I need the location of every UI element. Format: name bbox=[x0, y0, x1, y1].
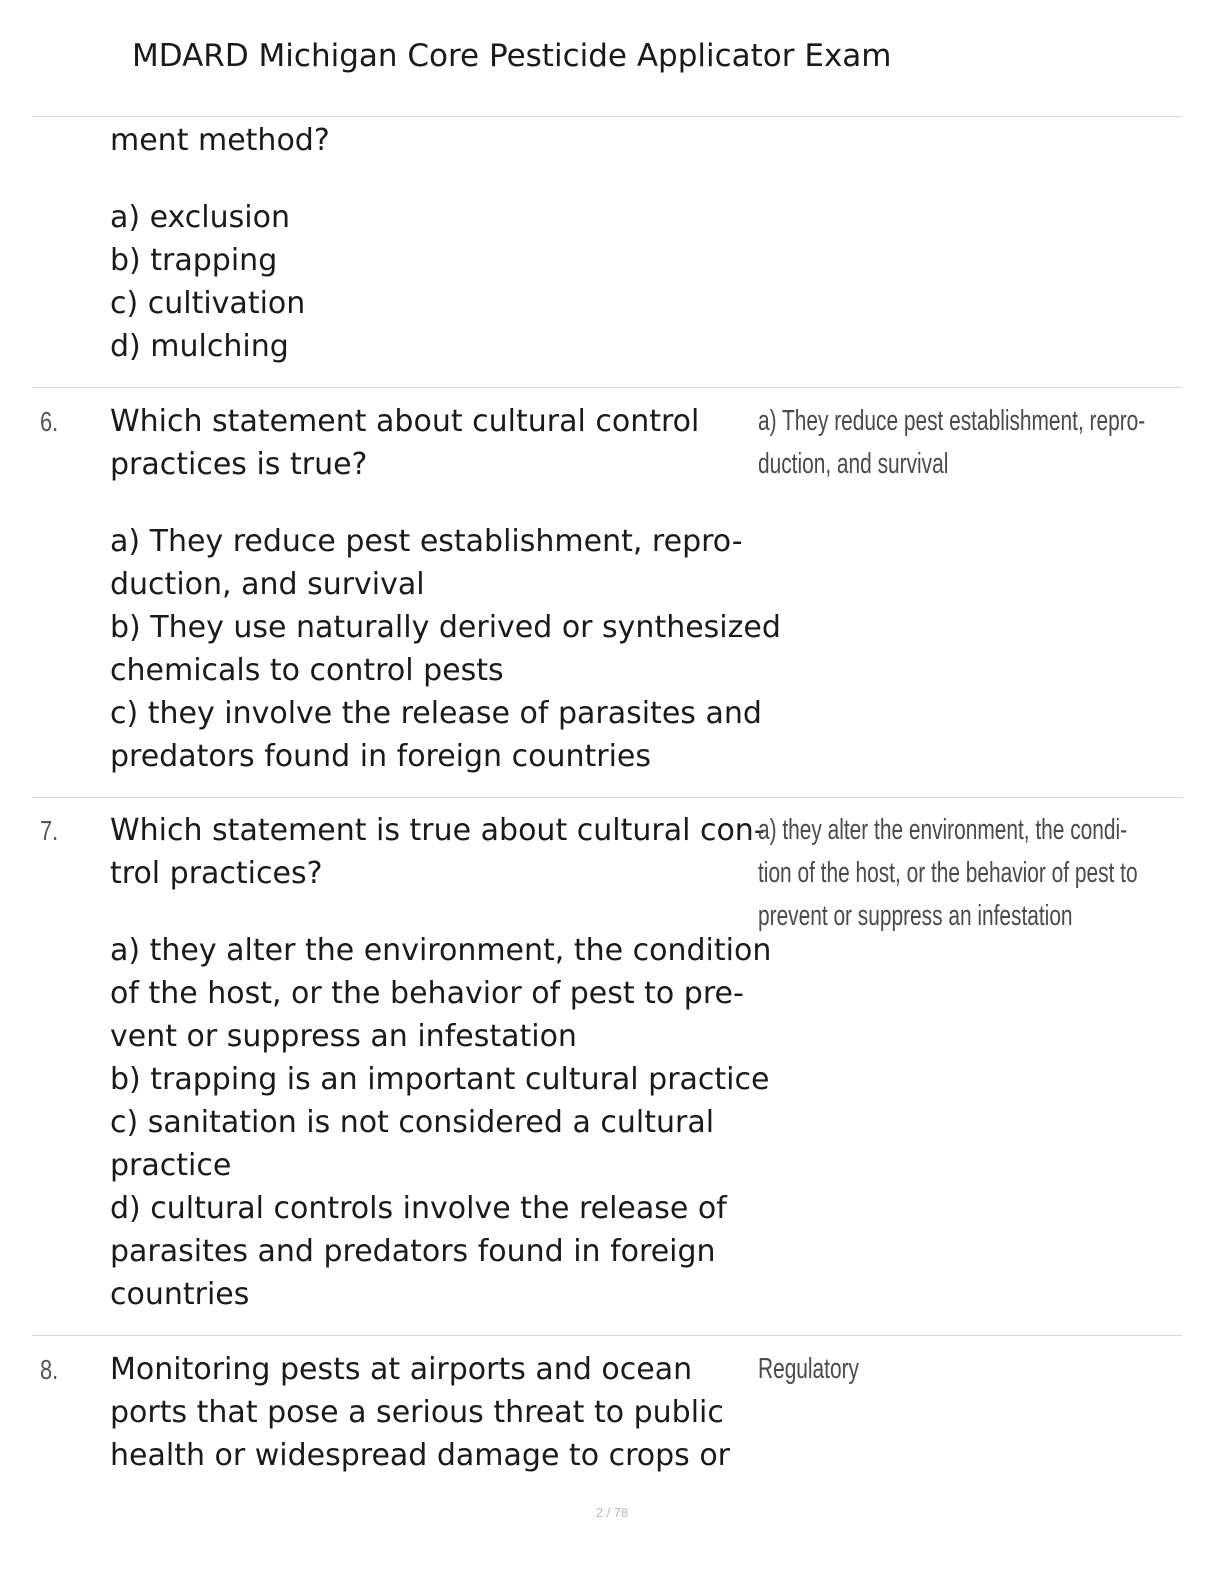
option-line: practice bbox=[110, 1148, 232, 1183]
option-line: a) they alter the environment, the condition bbox=[110, 933, 772, 968]
option-line: c) they involve the release of parasites and bbox=[110, 696, 762, 731]
divider bbox=[32, 1335, 1182, 1336]
option-line: c) cultivation bbox=[110, 286, 306, 321]
answer bbox=[758, 400, 1145, 486]
option-line: parasites and predators found in foreign bbox=[110, 1234, 716, 1269]
answer-line: duction, and survival bbox=[758, 448, 949, 480]
divider bbox=[32, 116, 1182, 117]
question-stem bbox=[110, 809, 765, 895]
option-line: a) They reduce pest establishment, repro- bbox=[110, 524, 743, 559]
answer bbox=[758, 1348, 859, 1391]
option-line: d) cultural controls involve the release of bbox=[110, 1191, 727, 1226]
document-title: MDARD Michigan Core Pesticide Applicator Exam bbox=[132, 38, 892, 74]
question-options bbox=[110, 929, 772, 1316]
option-line: vent or suppress an infestation bbox=[110, 1019, 577, 1054]
option-line: chemicals to control pests bbox=[110, 653, 504, 688]
stem-line: Which statement is true about cultural con- bbox=[110, 813, 765, 848]
question-number: 6. bbox=[40, 406, 59, 437]
option-line: c) sanitation is not considered a cultural bbox=[110, 1105, 715, 1140]
stem-line: health or widespread damage to crops or bbox=[110, 1438, 731, 1473]
question-number: 7. bbox=[40, 815, 59, 846]
answer-line: Regulatory bbox=[758, 1353, 859, 1385]
question-options bbox=[110, 520, 781, 778]
stem-line: trol practices? bbox=[110, 856, 323, 891]
divider bbox=[32, 387, 1182, 388]
question-stem bbox=[110, 119, 750, 162]
stem-line: ports that pose a serious threat to public bbox=[110, 1395, 724, 1430]
question-options bbox=[110, 196, 750, 368]
answer-line: prevent or suppress an infestation bbox=[758, 900, 1073, 932]
page-number: 2 / 78 bbox=[595, 1505, 629, 1520]
option-line: b) trapping is an important cultural practice bbox=[110, 1062, 770, 1097]
stem-line: practices is true? bbox=[110, 447, 368, 482]
answer-line: tion of the host, or the behavior of pest to bbox=[758, 857, 1138, 889]
answer-line: a) they alter the environment, the condi- bbox=[758, 814, 1128, 846]
option-line: duction, and survival bbox=[110, 567, 425, 602]
divider bbox=[32, 797, 1182, 798]
stem-line: Monitoring pests at airports and ocean bbox=[110, 1352, 693, 1387]
stem-line: Which statement about cultural control bbox=[110, 404, 700, 439]
stem-line: ment method? bbox=[110, 123, 330, 158]
question-stem bbox=[110, 400, 750, 486]
question-number: 8. bbox=[40, 1354, 59, 1385]
answer-line: a) They reduce pest establishment, repro- bbox=[758, 405, 1146, 437]
option-line: b) trapping bbox=[110, 243, 278, 278]
option-line: countries bbox=[110, 1277, 250, 1312]
option-line: b) They use naturally derived or synthesized bbox=[110, 610, 781, 645]
option-line: a) exclusion bbox=[110, 200, 290, 235]
option-line: of the host, or the behavior of pest to pre- bbox=[110, 976, 744, 1011]
option-line: d) mulching bbox=[110, 329, 289, 364]
option-line: predators found in foreign countries bbox=[110, 739, 651, 774]
question-stem bbox=[110, 1348, 750, 1477]
answer bbox=[758, 809, 1138, 938]
